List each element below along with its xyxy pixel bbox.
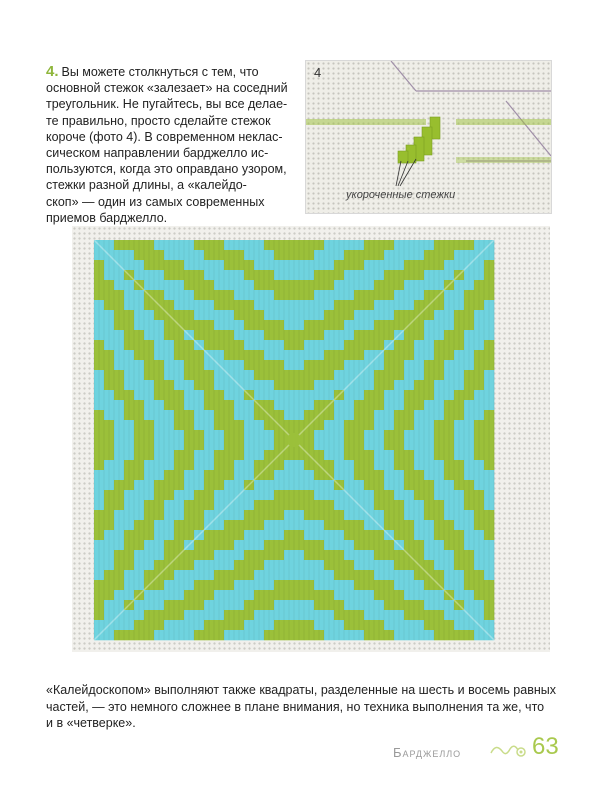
body-line: «Калейдоскопом» выполняют также квадраты, разделенные на шесть и восемь равных	[46, 683, 556, 697]
body-paragraph	[46, 682, 566, 732]
footer-section-title: Барджелло	[393, 745, 462, 760]
photo-4	[305, 60, 552, 214]
center-motif	[287, 433, 301, 447]
step-line: короче (фото 4). В современном неклас-	[46, 129, 283, 144]
step-line: основной стежок «залезает» на соседний	[46, 81, 288, 96]
step-line: сическом направлении барджелло ис-	[46, 146, 269, 161]
page-number: 63	[532, 733, 559, 760]
photo-4-caption: укороченные стежки	[346, 189, 456, 201]
swirl-ornament-icon	[488, 741, 528, 761]
kaleidoscope-embroidery	[72, 226, 550, 652]
body-line: и в «четверке».	[46, 716, 136, 730]
photo-4-number: 4	[314, 65, 322, 80]
step-line: пользуются, когда это оправдано узором,	[46, 162, 287, 177]
body-line: частей, — это немного сложнее в плане внимания, но техника выполнения та же, что	[46, 699, 545, 714]
step-line: те правильно, просто сделайте стежок	[46, 113, 271, 128]
step-number: 4.	[46, 63, 59, 80]
kaleidoscope-photo	[72, 226, 550, 652]
step-line: треугольник. Не пугайтесь, вы все делае-	[46, 97, 288, 112]
step-paragraph	[46, 64, 296, 226]
step-line: 4. Вы можете столкнуться с тем, что	[46, 63, 259, 80]
step-line: скоп» — один из самых современных	[46, 194, 265, 209]
step-line: приемов барджелло.	[46, 210, 168, 225]
step-line: стежки разной длины, а «калейдо-	[46, 178, 247, 193]
